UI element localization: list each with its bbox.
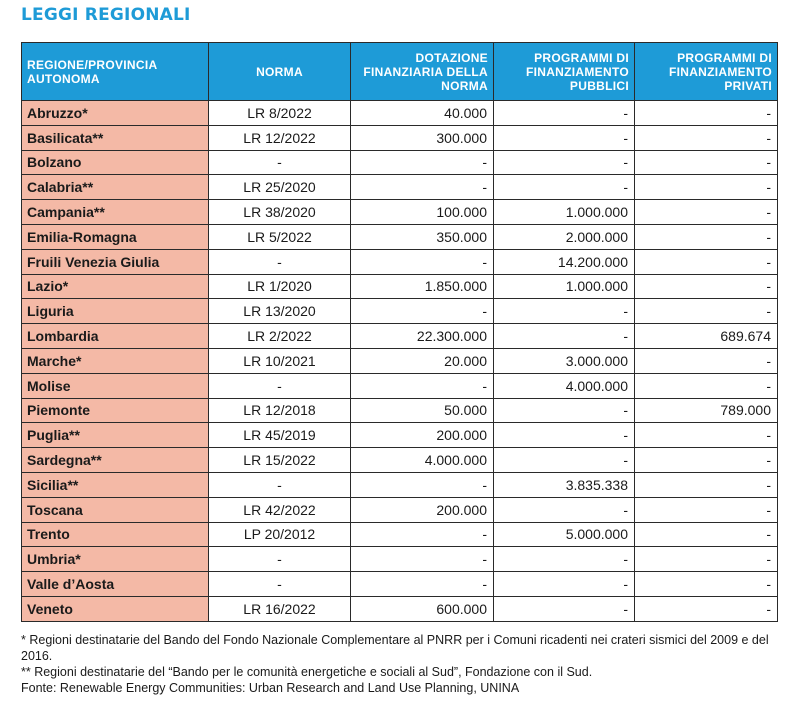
cell-pubblici: 1.000.000	[494, 274, 635, 299]
footnotes	[21, 632, 791, 696]
table-row	[22, 175, 778, 200]
cell-privati: -	[635, 472, 778, 497]
cell-region: Molise	[22, 373, 209, 398]
cell-pubblici: -	[494, 596, 635, 621]
cell-privati: -	[635, 448, 778, 473]
cell-pubblici: -	[494, 547, 635, 572]
cell-privati: -	[635, 547, 778, 572]
source-note: Fonte: Renewable Energy Communities: Urban Research and Land Use Planning, UNINA	[21, 681, 520, 695]
cell-dotazione: 200.000	[351, 497, 494, 522]
table-row	[22, 572, 778, 597]
table-row	[22, 373, 778, 398]
cell-region: Abruzzo*	[22, 101, 209, 126]
cell-norma: -	[209, 547, 351, 572]
cell-norma: LR 12/2018	[209, 398, 351, 423]
header-norma: NORMA	[209, 43, 351, 101]
cell-region: Basilicata**	[22, 125, 209, 150]
cell-norma: LR 5/2022	[209, 224, 351, 249]
cell-privati: -	[635, 348, 778, 373]
footnote-single-star: * Regioni destinatarie del Bando del Fondo Nazionale Complementare al PNRR per i Comuni ricadenti nei crateri sismici del 2009 e del 2016.	[21, 633, 769, 663]
cell-privati: -	[635, 249, 778, 274]
page-title: LEGGI REGIONALI	[21, 5, 191, 25]
header-pubblici: PROGRAMMI DI FINANZIAMENTO PUBBLICI	[494, 43, 635, 101]
cell-privati: -	[635, 150, 778, 175]
table-row	[22, 497, 778, 522]
cell-dotazione: 300.000	[351, 125, 494, 150]
cell-norma: LR 2/2022	[209, 324, 351, 349]
cell-dotazione: 22.300.000	[351, 324, 494, 349]
cell-dotazione: 20.000	[351, 348, 494, 373]
cell-region: Campania**	[22, 200, 209, 225]
cell-norma: LR 13/2020	[209, 299, 351, 324]
cell-region: Bolzano	[22, 150, 209, 175]
cell-privati: -	[635, 572, 778, 597]
cell-privati: 689.674	[635, 324, 778, 349]
table-row	[22, 101, 778, 126]
cell-pubblici: 3.000.000	[494, 348, 635, 373]
cell-norma: LR 8/2022	[209, 101, 351, 126]
cell-privati: 789.000	[635, 398, 778, 423]
cell-privati: -	[635, 299, 778, 324]
cell-dotazione: 600.000	[351, 596, 494, 621]
cell-region: Calabria**	[22, 175, 209, 200]
cell-pubblici: -	[494, 572, 635, 597]
cell-dotazione: -	[351, 249, 494, 274]
regional-laws-table	[21, 42, 778, 622]
cell-norma: LR 15/2022	[209, 448, 351, 473]
cell-dotazione: -	[351, 373, 494, 398]
table-row	[22, 522, 778, 547]
cell-region: Lazio*	[22, 274, 209, 299]
cell-region: Lombardia	[22, 324, 209, 349]
table-row	[22, 348, 778, 373]
table-body	[22, 101, 778, 622]
cell-dotazione: -	[351, 175, 494, 200]
cell-dotazione: -	[351, 299, 494, 324]
cell-privati: -	[635, 373, 778, 398]
cell-norma: -	[209, 472, 351, 497]
cell-norma: LR 42/2022	[209, 497, 351, 522]
cell-region: Fruili Venezia Giulia	[22, 249, 209, 274]
cell-dotazione: 1.850.000	[351, 274, 494, 299]
cell-privati: -	[635, 224, 778, 249]
cell-norma: LR 16/2022	[209, 596, 351, 621]
cell-pubblici: 4.000.000	[494, 373, 635, 398]
table-row	[22, 150, 778, 175]
table-row	[22, 472, 778, 497]
cell-pubblici: 2.000.000	[494, 224, 635, 249]
cell-norma: LR 12/2022	[209, 125, 351, 150]
table-row	[22, 423, 778, 448]
cell-dotazione: 50.000	[351, 398, 494, 423]
cell-privati: -	[635, 101, 778, 126]
cell-pubblici: -	[494, 150, 635, 175]
table-row	[22, 125, 778, 150]
footnote-double-star: ** Regioni destinatarie del “Bando per le comunità energetiche e sociali al Sud”, Fondazione con il Sud.	[21, 665, 593, 679]
header-dotazione: DOTAZIONE FINANZIARIA DELLA NORMA	[351, 43, 494, 101]
cell-norma: LR 25/2020	[209, 175, 351, 200]
table-row	[22, 596, 778, 621]
cell-pubblici: 14.200.000	[494, 249, 635, 274]
table-row	[22, 224, 778, 249]
cell-norma: LR 1/2020	[209, 274, 351, 299]
cell-region: Valle d’Aosta	[22, 572, 209, 597]
cell-region: Liguria	[22, 299, 209, 324]
cell-region: Sardegna**	[22, 448, 209, 473]
cell-privati: -	[635, 125, 778, 150]
cell-norma: -	[209, 373, 351, 398]
cell-pubblici: -	[494, 324, 635, 349]
cell-norma: LR 38/2020	[209, 200, 351, 225]
cell-pubblici: -	[494, 125, 635, 150]
cell-pubblici: -	[494, 448, 635, 473]
table-row	[22, 324, 778, 349]
table-row	[22, 274, 778, 299]
cell-pubblici: 1.000.000	[494, 200, 635, 225]
cell-dotazione: -	[351, 522, 494, 547]
cell-region: Emilia-Romagna	[22, 224, 209, 249]
cell-dotazione: 4.000.000	[351, 448, 494, 473]
cell-region: Trento	[22, 522, 209, 547]
cell-pubblici: -	[494, 423, 635, 448]
table-row	[22, 547, 778, 572]
cell-privati: -	[635, 175, 778, 200]
cell-region: Umbria*	[22, 547, 209, 572]
cell-region: Sicilia**	[22, 472, 209, 497]
cell-region: Puglia**	[22, 423, 209, 448]
header-privati: PROGRAMMI DI FINANZIAMENTO PRIVATI	[635, 43, 778, 101]
cell-dotazione: -	[351, 572, 494, 597]
table-row	[22, 398, 778, 423]
cell-dotazione: 350.000	[351, 224, 494, 249]
cell-privati: -	[635, 522, 778, 547]
cell-privati: -	[635, 274, 778, 299]
cell-pubblici: -	[494, 497, 635, 522]
cell-norma: LR 10/2021	[209, 348, 351, 373]
cell-dotazione: 200.000	[351, 423, 494, 448]
cell-pubblici: 3.835.338	[494, 472, 635, 497]
cell-privati: -	[635, 497, 778, 522]
cell-pubblici: -	[494, 101, 635, 126]
cell-dotazione: 100.000	[351, 200, 494, 225]
cell-pubblici: -	[494, 299, 635, 324]
cell-norma: LP 20/2012	[209, 522, 351, 547]
cell-dotazione: 40.000	[351, 101, 494, 126]
cell-norma: -	[209, 249, 351, 274]
cell-pubblici: -	[494, 398, 635, 423]
cell-region: Piemonte	[22, 398, 209, 423]
cell-norma: LR 45/2019	[209, 423, 351, 448]
table-row	[22, 249, 778, 274]
table-row	[22, 299, 778, 324]
cell-region: Toscana	[22, 497, 209, 522]
cell-privati: -	[635, 423, 778, 448]
table-header-row	[22, 43, 778, 101]
table-row	[22, 200, 778, 225]
cell-dotazione: -	[351, 472, 494, 497]
cell-pubblici: -	[494, 175, 635, 200]
cell-norma: -	[209, 572, 351, 597]
cell-norma: -	[209, 150, 351, 175]
table-row	[22, 448, 778, 473]
cell-privati: -	[635, 596, 778, 621]
header-region: REGIONE/PROVINCIA AUTONOMA	[22, 43, 209, 101]
cell-dotazione: -	[351, 547, 494, 572]
cell-region: Veneto	[22, 596, 209, 621]
cell-pubblici: 5.000.000	[494, 522, 635, 547]
cell-privati: -	[635, 200, 778, 225]
cell-region: Marche*	[22, 348, 209, 373]
cell-dotazione: -	[351, 150, 494, 175]
